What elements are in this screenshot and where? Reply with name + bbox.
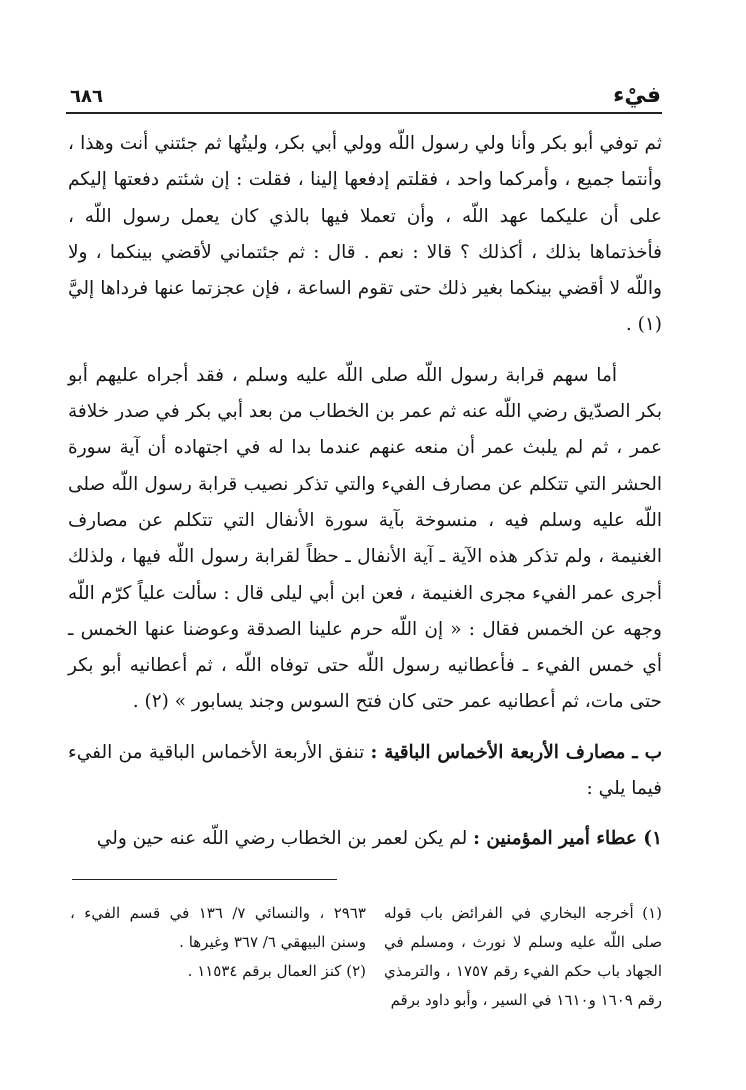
paragraph-1: ثم توفي أبو بكر وأنا ولي رسول اللّه وولي أبي بكر، وليتُها ثم جئتني أنت وهذا ، وأنتما جميع ، وأمركما واحد ، فقلتم إدفعها إلينا ، فقلت : إن شئتم دفعتها إليكم على أن عليكما عهد اللّه ، وأن تعملا فيها بالذي كان يعمل رسول اللّه ، فأخذتماها بذلك ، أكذلك ؟ قالا : نعم . قال : ثم جئتماني لأقضي بينكما ، ولا واللّه لا أقضي بينكما بغير ذلك حتى تقوم الساعة ، فإن عجزتما عنها فرداها إليَّ (١) .	[68, 133, 662, 336]
paragraph-gap	[68, 807, 662, 821]
footnotes-left-column	[70, 899, 366, 1015]
section-b-title: ب ـ مصارف الأربعة الأخماس الباقية :	[370, 741, 662, 763]
paragraph-gap	[68, 344, 662, 358]
footnotes	[70, 899, 662, 1015]
item-1-title: ١) عطاء أمير المؤمنين :	[473, 828, 662, 850]
item-1	[68, 821, 662, 857]
section-b	[68, 735, 662, 808]
footnote-divider	[72, 879, 337, 880]
main-text	[68, 126, 662, 858]
item-1-text: لم يكن لعمر بن الخطاب رضي اللّه عنه حين ولي	[96, 828, 474, 850]
page-number: ٦٨٦	[70, 86, 103, 107]
paragraph-gap	[68, 721, 662, 735]
section-b-text: تنفق الأربعة الأخماس الباقية من الفيء فيما يلي :	[68, 741, 662, 800]
header-divider	[66, 112, 662, 114]
footnotes-right-column	[366, 899, 662, 1015]
footnote-1-continued: ٢٩٦٣ ، والنسائي ٧/ ١٣٦ في قسم الفيء ، وسنن البيهقي ٦/ ٣٦٧ وغيرها .	[70, 904, 366, 951]
running-header-word: فيْء	[613, 83, 661, 108]
footnote-1: (١) أخرجه البخاري في الفرائض باب قوله صلى اللّه عليه وسلم لا نورث ، ومسلم في الجهاد باب حكم الفيء رقم ١٧٥٧ ، والترمذي رقم ١٦٠٩ و١٦١٠ في السير ، وأبو داود برقم	[384, 904, 663, 1009]
footnote-2: (٢) كنز العمال برقم ١١٥٣٤ .	[187, 962, 366, 980]
paragraph-2: أما سهم قرابة رسول اللّه صلى اللّه عليه وسلم ، فقد أجراه عليهم أبو بكر الصدّيق رضي اللّه عنه ثم عمر بن الخطاب من بعد أبي بكر في صدر خلافة عمر ، ثم لم يلبث عمر أن منعه عنهم عندما بدا له في اجتهاده أن آية سورة الحشر التي تتكلم عن مصارف الفيء والتي تذكر نصيب قرابة رسول اللّه صلى اللّه عليه وسلم فيه ، منسوخة بآية سورة الأنفال التي تتكلم عن مصارف الغنيمة ، ولم تذكر هذه الآية ـ آية الأنفال ـ حظاً لقرابة رسول اللّه فيها ، ولذلك أجرى عمر الفيء مجرى الغنيمة ، فعن ابن أبي ليلى قال : سألت علياً كرّم اللّه وجهه عن الخمس فقال : « إن اللّه حرم علينا الصدقة وعوضنا عنها الخمس ـ أي خمس الفيء ـ فأعطانيه رسول اللّه حتى توفاه اللّه ، ثم أعطانيه أبو بكر حتى مات، ثم أعطانيه عمر حتى كان فتح السوس وجند يسابور » (٢) .	[68, 364, 662, 713]
